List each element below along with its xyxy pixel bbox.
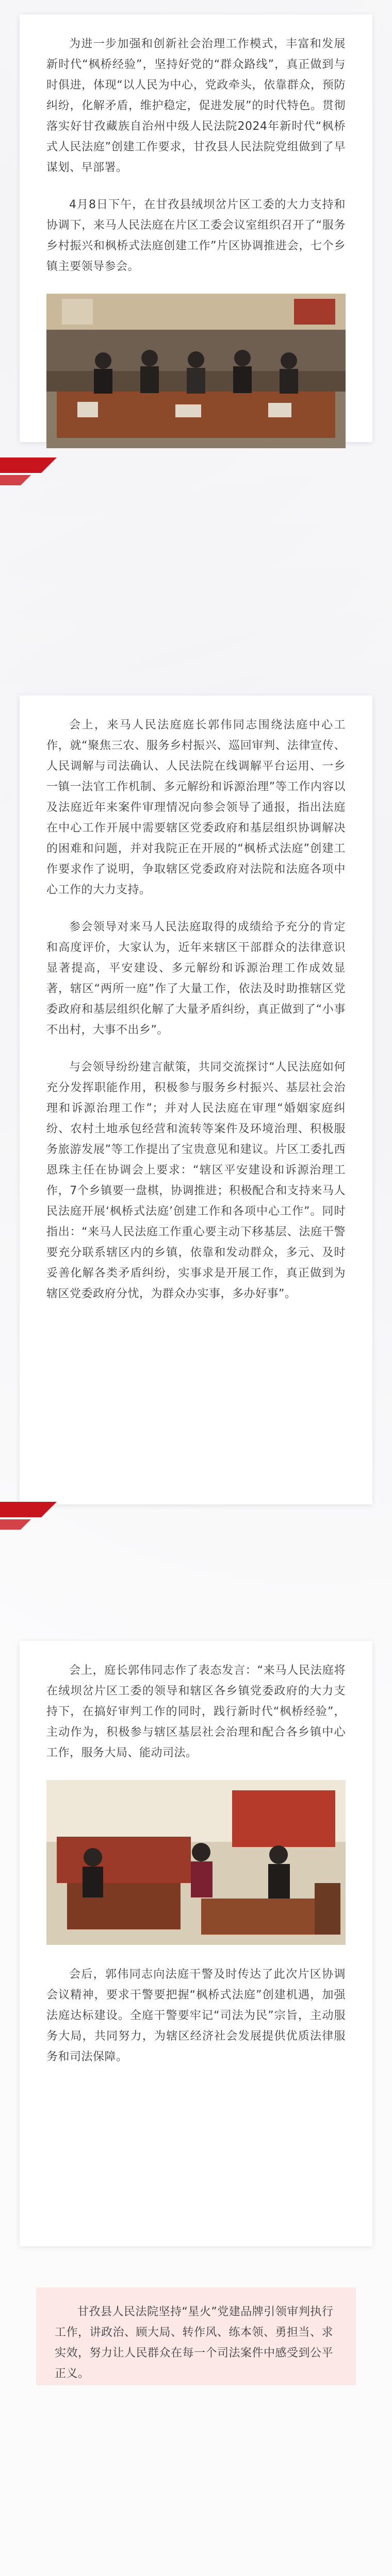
meeting-photo-2 [46, 1780, 346, 1945]
paragraph: 与会领导纷纷建言献策，共同交流探讨“人民法庭如何充分发挥职能作用，积极参与服务乡村振兴、基层社会治理和诉源治理工作”；并对人民法庭在审理“婚姻家庭纠纷、农村土地承包经营和流转等案件及环境治理、积极服务旅游发展”等工作提出了宝贵意见和建议。片区工委扎西恩珠主任在协调会上要求：“辖区平安建设和诉源治理工作，7个乡镇要一盘棋，协调推进；积极配合和支持来马人民法庭开展‘枫桥式法庭’创建工作和各项中心工作”。同时指出：“来马人民法庭工作重心要主动下移基层、法庭干警要充分联系辖区内的乡镇，依靠和发动群众，多元、及时妥善化解各类矛盾纠纷，实事求是开展工作，真正做到为辖区党委政府分忧，为群众办实事，多办好事”。 [46, 1061, 346, 1300]
meeting-photo-1 [46, 294, 346, 448]
paragraph: 会上，来马人民法庭庭长郭伟同志围绕法庭中心工作，就“聚焦三农、服务乡村振兴、巡回审判、法律宣传、人民调解与司法确认、人民法院在线调解平台运用、一乡一镇一法官工作机制、多元解纷和诉源治理”等工作内容以及法庭近年来案件审理情况向参会领导了通报，指出法庭在中心工作开展中需要辖区党委政府和基层组织协调解决的困难和问题，并对我院正在开展的“枫桥式法庭”创建工作要求作了说明，争取辖区党委政府对法院和法庭各项中心工作的大力支持。 [46, 719, 346, 896]
paragraph: 4月8日下午，在甘孜县绒坝岔片区工委的大力支持和协调下，来马人民法庭在片区工委会议室组织召开了“服务乡村振兴和枫桥式法庭创建工作”片区协调推进会，七个乡镇主要领导参会。 [46, 198, 346, 273]
section-card-statement [20, 1641, 372, 2246]
corner-decoration [0, 457, 62, 488]
meeting-room-image [46, 294, 346, 448]
office-scene-image [46, 1780, 346, 1945]
section-card-intro [20, 14, 372, 442]
paragraph: 为进一步加强和创新社会治理工作模式，丰富和发展新时代“枫桥经验”，坚持好党的“群众路线”，真正做到与时俱进，体现“以人民为中心，党政牵头，依靠群众，预防纠纷，化解矛盾，维护稳定，促进发展”的时代特色。贯彻落实好甘孜藏族自治州中级人民法院2024年新时代“枫桥式人民法庭”创建工作要求，甘孜县人民法院党组做到了早谋划、早部署。 [46, 38, 346, 174]
paragraph: 会后，郭伟同志向法庭干警及时传达了此次片区协调会议精神，要求干警要把握“枫桥式法庭”创建机遇，加强法庭达标建设。全庭干警要牢记“司法为民”宗旨，主动服务大局，共同努力，为辖区经济社会发展提供优质法律服务和司法保障。 [46, 1968, 346, 2063]
paragraph: 会上，庭长郭伟同志作了表态发言：“来马人民法庭将在绒坝岔片区工委的领导和辖区各乡镇党委政府的大力支持下，在搞好审判工作的同时，践行新时代“枫桥经验”，主动作为，积极参与辖区基层社会治理和配合各乡镇中心工作，服务大局、能动司法。 [46, 1664, 346, 1759]
paragraph: 参会领导对来马人民法庭取得的成绩给予充分的肯定和高度评价，大家认为，近年来辖区干部群众的法律意识显著提高，平安建设、多元解纷和诉源治理工作成效显著，辖区“两所一庭”作了大量工作，依法及时助推辖区党委政府和基层组织化解了大量矛盾纠纷，真正做到了“小事不出村，大事不出乡”。 [46, 921, 346, 1037]
corner-decoration [0, 1502, 62, 1533]
section-card-meeting [20, 696, 372, 1504]
highlight-box: 甘孜县人民法院坚持“星火”党建品牌引领审判执行工作，讲政治、顾大局、转作风、练本领、勇担当、求实效，努力让人民群众在每一个司法案件中感受到公平正义。 [36, 2287, 356, 2385]
